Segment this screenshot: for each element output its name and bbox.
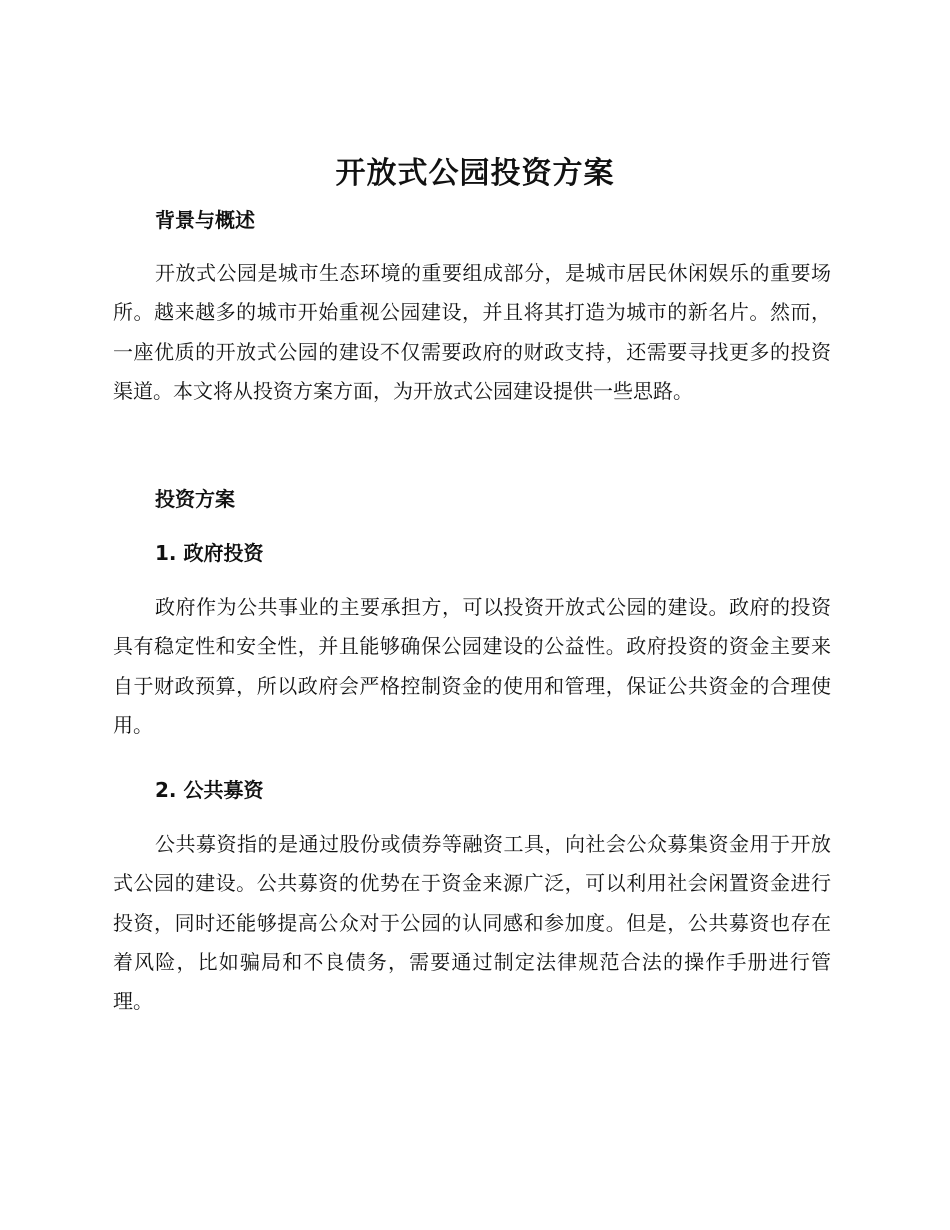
section-heading-public-fundraising: 2. 公共募资 [155, 778, 264, 802]
section-body-background: 开放式公园是城市生态环境的重要组成部分，是城市居民休闲娱乐的重要场所。越来越多的城市开始重视公园建设，并且将其打造为城市的新名片。然而，一座优质的开放式公园的建设不仅需要政府的财政支持，还需要寻找更多的投资渠道。本文将从投资方案方面，为开放式公园建设提供一些思路。 [113, 261, 831, 403]
document-title: 开放式公园投资方案 [335, 156, 615, 191]
section-heading-investment-plan: 投资方案 [155, 487, 235, 511]
section-body-public-fundraising: 公共募资指的是通过股份或债券等融资工具，向社会公众募集资金用于开放式公园的建设。公共募资的优势在于资金来源广泛，可以利用社会闲置资金进行投资，同时还能够提高公众对于公园的认同感和参加度。但是，公共募资也存在着风险，比如骗局和不良债务，需要通过制定法律规范合法的操作手册进行管理。 [113, 832, 831, 1014]
section-body-government-investment: 政府作为公共事业的主要承担方，可以投资开放式公园的建设。政府的投资具有稳定性和安全性，并且能够确保公园建设的公益性。政府投资的资金主要来自于财政预算，所以政府会严格控制资金的使用和管理，保证公共资金的合理使用。 [113, 595, 831, 737]
section-heading-government-investment: 1. 政府投资 [155, 541, 264, 565]
section-heading-background: 背景与概述 [155, 208, 255, 232]
